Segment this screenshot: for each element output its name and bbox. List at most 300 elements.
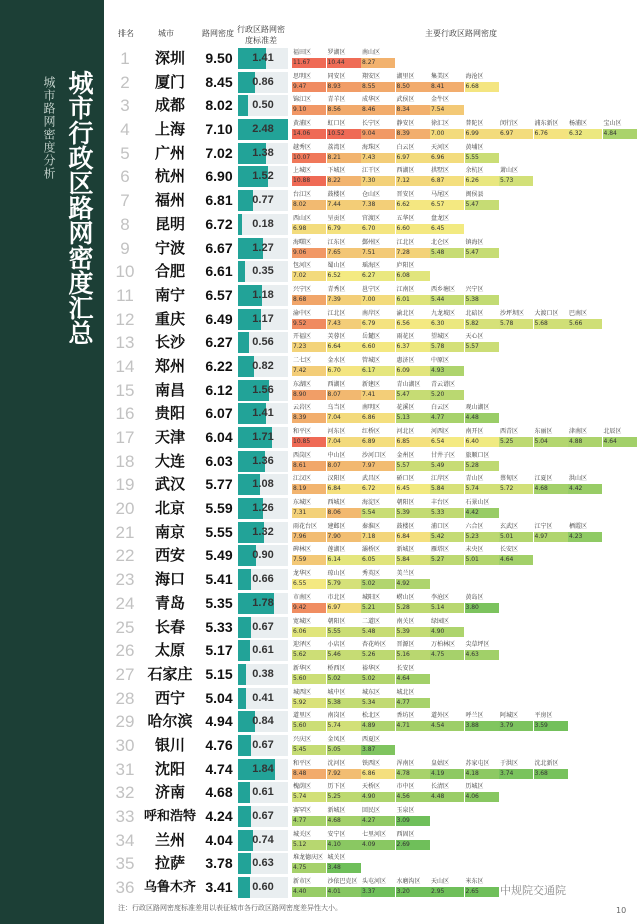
city-name: 南京 <box>154 522 185 541</box>
district-cell <box>327 261 361 282</box>
city-name: 宁波 <box>154 238 185 257</box>
district-density: 8.07 <box>327 461 361 471</box>
district-list <box>292 640 640 661</box>
district-density: 6.79 <box>361 319 395 329</box>
district-name: 道里区 <box>293 712 312 720</box>
district-density: 8.48 <box>292 769 326 779</box>
district-cell <box>292 545 326 566</box>
district-cell <box>327 48 361 69</box>
district-name: 浦东新区 <box>534 120 559 128</box>
std-value: 1.08 <box>252 478 274 491</box>
district-density: 8.39 <box>292 413 326 423</box>
table-row <box>110 237 640 261</box>
district-name: 云岩区 <box>293 404 312 412</box>
district-density: 4.92 <box>396 579 430 589</box>
district-density: 3.09 <box>396 816 430 826</box>
district-cell <box>327 688 361 709</box>
district-density: 8.02 <box>292 200 326 210</box>
density-value: 6.72 <box>205 215 233 232</box>
district-name: 海珠区 <box>362 143 381 151</box>
district-name: 越秀区 <box>293 143 312 151</box>
district-density: 6.40 <box>465 437 499 447</box>
district-density: 4.77 <box>396 698 430 708</box>
header-density: 路网密度 <box>202 29 234 38</box>
district-name: 历城区 <box>465 783 484 791</box>
district-name: 兴庆区 <box>293 735 312 743</box>
district-name: 崂山区 <box>396 593 415 601</box>
std-value: 1.78 <box>252 596 274 609</box>
district-name: 旅顺口区 <box>465 451 490 459</box>
district-cell <box>534 759 568 780</box>
district-name: 玄武区 <box>500 522 519 530</box>
district-name: 沙依巴克区 <box>327 878 358 886</box>
density-value: 5.59 <box>205 500 233 517</box>
district-cell <box>327 356 361 377</box>
table-row <box>110 568 640 592</box>
district-cell <box>361 593 395 614</box>
district-cell <box>361 474 395 495</box>
city-name: 合肥 <box>154 262 185 281</box>
district-name: 松北区 <box>362 712 381 720</box>
district-cell <box>361 711 395 732</box>
district-cell <box>499 474 533 495</box>
rank-number: 26 <box>115 641 135 661</box>
table-row <box>110 94 640 118</box>
district-list <box>292 166 640 187</box>
district-name: 江宁区 <box>534 522 553 530</box>
district-name: 湖里区 <box>396 72 415 80</box>
district-cell <box>292 143 326 164</box>
district-density: 7.38 <box>361 200 395 210</box>
district-name: 包河区 <box>293 262 312 270</box>
std-value: 0.84 <box>252 715 274 728</box>
district-density: 5.47 <box>396 390 430 400</box>
district-cell <box>430 95 464 116</box>
district-density: 5.16 <box>396 650 430 660</box>
district-name: 龙华区 <box>293 570 312 578</box>
district-name: 南山区 <box>362 49 381 56</box>
district-name: 晋安区 <box>396 191 415 199</box>
std-value: 0.90 <box>252 549 274 562</box>
district-cell <box>327 72 361 93</box>
city-name: 哈尔滨 <box>147 712 193 731</box>
district-name: 观山湖区 <box>465 404 490 412</box>
district-name: 江东区 <box>327 238 346 246</box>
district-density: 6.86 <box>361 769 395 779</box>
district-list <box>292 427 640 448</box>
district-name: 鼓楼区 <box>327 191 346 199</box>
district-name: 头屯河区 <box>362 878 387 886</box>
district-density: 4.64 <box>396 674 430 684</box>
district-name: 北仑区 <box>431 238 450 246</box>
district-name: 青云谱区 <box>431 380 456 388</box>
district-cell <box>430 238 464 259</box>
district-list <box>292 688 640 709</box>
district-density: 5.21 <box>361 603 395 613</box>
table-row <box>110 402 640 426</box>
district-cell <box>396 569 430 590</box>
district-cell <box>292 474 326 495</box>
district-cell <box>361 214 395 235</box>
district-density: 7.18 <box>361 532 395 542</box>
district-density: 9.52 <box>292 319 326 329</box>
district-cell <box>603 427 637 448</box>
district-cell <box>327 735 361 756</box>
district-name: 成华区 <box>362 96 381 104</box>
district-density: 7.43 <box>361 153 395 163</box>
std-cell <box>238 143 288 164</box>
district-cell <box>292 830 326 851</box>
district-cell <box>327 759 361 780</box>
footnote: 注：行政区路网密度标准差用以表征城市各行政区路网密度差异性大小。 <box>118 904 342 912</box>
rank-number: 20 <box>115 499 135 519</box>
district-cell <box>327 474 361 495</box>
district-density: 5.02 <box>361 579 395 589</box>
district-density: 3.48 <box>327 863 361 873</box>
district-cell <box>430 119 464 140</box>
density-value: 5.35 <box>205 594 233 611</box>
district-cell <box>292 451 326 472</box>
district-cell <box>361 545 395 566</box>
district-list <box>292 380 640 401</box>
district-density: 4.68 <box>534 484 568 494</box>
district-cell <box>327 380 361 401</box>
district-density: 7.00 <box>361 295 395 305</box>
district-name: 金凤区 <box>327 735 346 743</box>
rank-number: 14 <box>115 356 135 376</box>
table-row <box>110 71 640 95</box>
district-cell <box>465 119 499 140</box>
district-cell <box>327 166 361 187</box>
district-name: 和平区 <box>293 428 312 435</box>
district-name: 江南区 <box>396 285 415 293</box>
district-name: 金牛区 <box>431 96 450 104</box>
rank-number: 29 <box>115 712 135 732</box>
district-cell <box>292 498 326 519</box>
table-row <box>110 616 640 640</box>
district-cell <box>396 877 430 898</box>
std-value: 1.17 <box>252 312 274 325</box>
std-cell <box>238 617 288 638</box>
district-cell <box>361 261 395 282</box>
table-row <box>110 450 640 474</box>
density-value: 6.90 <box>205 168 233 185</box>
district-name: 琼山区 <box>327 570 346 578</box>
district-name: 西湖区 <box>327 380 346 388</box>
district-name: 海沧区 <box>465 72 484 80</box>
std-value: 0.82 <box>252 359 274 372</box>
density-value: 9.50 <box>205 50 233 66</box>
district-density: 7.02 <box>292 271 326 281</box>
district-density: 5.05 <box>327 745 361 755</box>
district-cell <box>361 285 395 306</box>
std-cell <box>238 782 288 803</box>
district-name: 江汉区 <box>293 475 312 483</box>
district-density: 10.44 <box>327 58 361 68</box>
district-name: 西城区 <box>327 499 346 507</box>
district-name: 青山湖区 <box>396 380 421 388</box>
district-name: 青山区 <box>465 475 484 483</box>
district-cell <box>430 427 464 448</box>
district-density: 5.13 <box>396 413 430 423</box>
district-density: 5.33 <box>430 508 464 518</box>
district-cell <box>327 522 361 543</box>
table-row <box>110 497 640 521</box>
district-cell <box>396 711 430 732</box>
district-list <box>292 190 640 211</box>
district-cell <box>292 522 326 543</box>
sidebar <box>0 0 104 924</box>
district-density: 4.06 <box>465 792 499 802</box>
district-name: 翔安区 <box>362 72 381 80</box>
city-name: 上海 <box>154 120 185 139</box>
district-cell <box>292 759 326 780</box>
district-name: 普陀区 <box>465 120 484 128</box>
district-cell <box>465 640 499 661</box>
table-row <box>110 781 640 805</box>
district-cell <box>430 782 464 803</box>
district-density: 5.60 <box>292 721 326 731</box>
district-cell <box>327 617 361 638</box>
district-cell <box>361 735 395 756</box>
district-name: 沙河口区 <box>362 451 387 459</box>
district-name: 安宁区 <box>327 830 346 838</box>
district-density: 5.02 <box>327 674 361 684</box>
district-cell <box>327 664 361 685</box>
std-value: 1.71 <box>252 431 274 443</box>
std-cell <box>238 427 288 448</box>
district-cell <box>396 166 430 187</box>
table-row <box>110 521 640 545</box>
district-density: 2.69 <box>396 840 430 850</box>
district-cell <box>292 853 326 874</box>
district-name: 萧山区 <box>500 167 519 175</box>
district-name: 桥西区 <box>327 664 346 672</box>
district-name: 青羊区 <box>327 96 346 104</box>
district-cell <box>396 285 430 306</box>
district-name: 长安区 <box>396 664 415 672</box>
district-cell <box>361 759 395 780</box>
std-cell <box>238 830 288 851</box>
district-density: 6.97 <box>396 153 430 163</box>
district-cell <box>292 261 326 282</box>
district-name: 城关区 <box>327 854 346 862</box>
std-cell <box>238 451 288 472</box>
district-cell <box>430 640 464 661</box>
district-cell <box>396 190 430 211</box>
district-cell <box>292 285 326 306</box>
district-cell <box>292 48 326 69</box>
district-cell <box>465 285 499 306</box>
std-cell <box>238 474 288 495</box>
district-name: 沈北新区 <box>534 759 559 767</box>
city-name: 乌鲁木齐 <box>143 880 196 896</box>
density-value: 3.41 <box>205 879 233 896</box>
district-name: 青秀区 <box>327 285 346 293</box>
district-density: 7.31 <box>292 508 326 518</box>
district-cell <box>396 830 430 851</box>
district-density: 2.65 <box>465 887 499 897</box>
city-name: 西宁 <box>154 688 185 707</box>
district-name: 武侯区 <box>396 96 415 104</box>
district-cell <box>327 782 361 803</box>
city-name: 大连 <box>154 451 185 470</box>
district-cell <box>361 877 395 898</box>
district-name: 阿城区 <box>500 712 519 720</box>
std-cell <box>238 877 288 898</box>
district-density: 4.93 <box>430 366 464 376</box>
std-value: 1.26 <box>252 502 274 515</box>
district-name: 回民区 <box>362 807 381 814</box>
table-row <box>110 284 640 308</box>
std-cell <box>238 72 288 93</box>
district-density: 5.78 <box>430 342 464 352</box>
district-name: 余杭区 <box>465 167 484 175</box>
district-density: 5.14 <box>430 603 464 613</box>
district-name: 六合区 <box>465 522 484 530</box>
district-cell <box>499 119 533 140</box>
district-cell <box>396 474 430 495</box>
district-name: 雨花区 <box>396 333 415 341</box>
district-list <box>292 143 640 164</box>
rank-number: 35 <box>115 854 135 874</box>
district-name: 渝北区 <box>396 309 415 317</box>
district-name: 鼓楼区 <box>396 522 415 530</box>
district-cell <box>534 427 568 448</box>
district-list <box>292 830 640 851</box>
city-name: 西安 <box>154 546 185 565</box>
district-name: 蔡甸区 <box>500 475 519 483</box>
district-cell <box>465 166 499 187</box>
district-density: 7.28 <box>396 248 430 258</box>
district-cell <box>327 853 361 874</box>
district-cell <box>361 95 395 116</box>
district-name: 米东区 <box>465 878 484 886</box>
district-density: 8.21 <box>327 153 361 163</box>
district-density: 6.62 <box>396 200 430 210</box>
density-value: 4.76 <box>205 736 233 753</box>
table-row <box>110 331 640 355</box>
district-name: 沙坪坝区 <box>500 309 525 317</box>
district-name: 甘井子区 <box>431 451 456 459</box>
district-density: 5.92 <box>292 698 326 708</box>
rank-number: 5 <box>120 143 130 163</box>
district-cell <box>430 356 464 377</box>
district-density: 4.23 <box>568 532 602 542</box>
rank-number: 25 <box>115 617 135 637</box>
district-cell <box>327 451 361 472</box>
district-density: 5.12 <box>292 840 326 850</box>
table-row <box>110 426 640 450</box>
city-name: 兰州 <box>154 830 185 849</box>
table-row <box>110 805 640 829</box>
district-name: 岳麓区 <box>362 333 381 341</box>
district-density: 6.97 <box>327 603 361 613</box>
std-value: 0.74 <box>252 833 274 846</box>
district-name: 集美区 <box>431 72 450 80</box>
district-name: 锦江区 <box>293 96 312 104</box>
district-name: 江干区 <box>362 167 381 175</box>
district-cell <box>292 711 326 732</box>
district-name: 长宁区 <box>362 120 381 128</box>
density-value: 5.04 <box>205 689 233 706</box>
district-density: 5.74 <box>465 484 499 494</box>
district-density: 8.90 <box>292 390 326 400</box>
district-density: 5.66 <box>568 319 602 329</box>
district-cell <box>568 309 602 330</box>
district-list <box>292 285 640 306</box>
density-value: 8.45 <box>205 73 233 90</box>
district-density: 7.43 <box>327 319 361 329</box>
district-cell <box>327 403 361 424</box>
district-cell <box>361 48 395 69</box>
district-density: 6.64 <box>327 342 361 352</box>
district-name: 河东区 <box>327 428 346 435</box>
density-value: 7.02 <box>205 144 233 161</box>
std-value: 1.27 <box>252 241 274 254</box>
rank-number: 30 <box>115 735 135 755</box>
district-name: 道外区 <box>431 712 450 720</box>
district-name: 西夏区 <box>362 735 381 743</box>
district-density: 10.07 <box>292 153 326 163</box>
district-cell <box>396 782 430 803</box>
table-row <box>110 592 640 616</box>
district-density: 5.28 <box>465 461 499 471</box>
district-name: 拱墅区 <box>431 167 450 175</box>
district-cell <box>361 143 395 164</box>
district-name: 东丽区 <box>534 428 553 435</box>
district-density: 3.80 <box>465 603 499 613</box>
district-density: 7.92 <box>327 769 361 779</box>
district-cell <box>292 238 326 259</box>
district-density: 4.56 <box>396 792 430 802</box>
table-row <box>110 260 640 284</box>
district-name: 雁塔区 <box>431 546 450 554</box>
district-name: 西湖区 <box>396 167 415 175</box>
district-name: 北辰区 <box>603 428 622 435</box>
district-name: 南岸区 <box>362 309 381 317</box>
district-list <box>292 309 640 330</box>
district-density: 6.84 <box>396 532 430 542</box>
district-cell <box>361 309 395 330</box>
district-list <box>292 474 640 495</box>
district-cell <box>361 119 395 140</box>
district-name: 天河区 <box>431 143 450 151</box>
std-cell <box>238 522 288 543</box>
district-cell <box>292 688 326 709</box>
rank-number: 16 <box>115 404 135 424</box>
district-list <box>292 261 640 282</box>
city-name: 海口 <box>154 570 185 589</box>
district-density: 8.34 <box>396 105 430 115</box>
district-density: 6.32 <box>568 129 602 139</box>
district-density: 4.88 <box>568 437 602 447</box>
table-row <box>110 189 640 213</box>
std-value: 0.63 <box>252 857 274 870</box>
district-density: 6.70 <box>327 366 361 376</box>
district-density: 6.05 <box>361 555 395 565</box>
district-density: 6.01 <box>396 295 430 305</box>
city-name: 成都 <box>154 96 185 115</box>
district-cell <box>430 593 464 614</box>
city-name: 银川 <box>154 735 185 754</box>
district-name: 渝中区 <box>293 309 312 317</box>
district-name: 碑林区 <box>293 546 312 554</box>
district-cell <box>292 356 326 377</box>
city-name: 武汉 <box>154 475 185 494</box>
district-cell <box>396 403 430 424</box>
district-name: 城阳区 <box>362 593 381 601</box>
